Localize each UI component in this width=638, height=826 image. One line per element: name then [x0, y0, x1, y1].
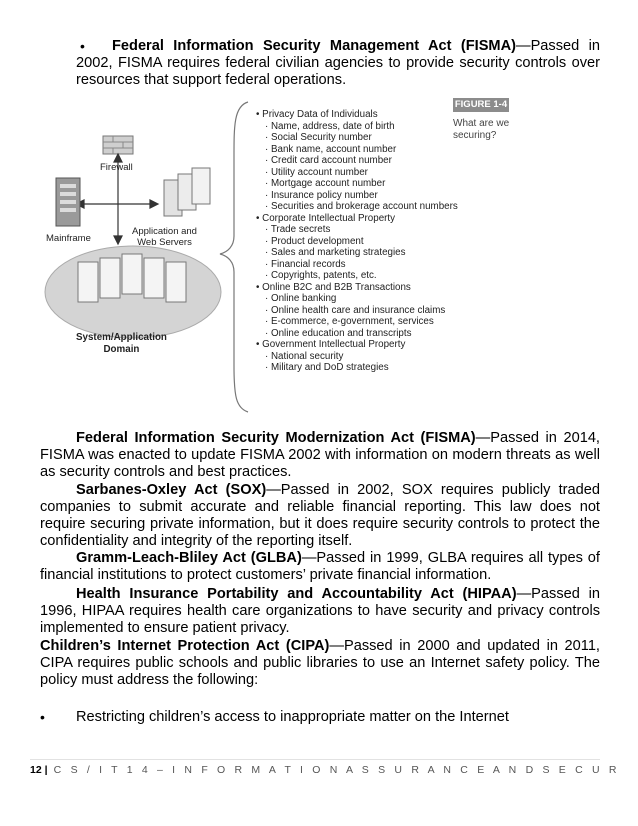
last-bullet-text: Restricting children’s access to inappropriate matter on the Internet: [76, 709, 509, 725]
group-heading-text: Corporate Intellectual Property: [262, 212, 396, 224]
footer-divider: [30, 759, 600, 760]
group-heading-text: Privacy Data of Individuals: [262, 109, 378, 120]
figure-label: FIGURE 1-4: [454, 99, 508, 110]
domain-label: [76, 332, 167, 356]
paragraph-hipaa: [40, 586, 600, 637]
bullet-dot: •: [80, 38, 85, 54]
protected-data-list: [256, 109, 458, 374]
bullet-dot: •: [40, 709, 45, 725]
mainframe-label: Mainframe: [46, 233, 91, 244]
group-item: · Mortgage account number: [265, 178, 386, 189]
group-item-text: E-commerce, e-government, services: [270, 316, 434, 327]
servers-label-line-2: Web Servers: [137, 237, 192, 248]
paragraph-cipa: [40, 638, 600, 689]
paragraph-glba: [40, 550, 600, 584]
group-item: · Online banking: [265, 293, 337, 304]
figure-question: [453, 118, 509, 142]
group-privacy: [256, 109, 458, 213]
group-item-text: Name, address, date of birth: [270, 120, 395, 132]
group-item: · Sales and marketing strategies: [265, 247, 406, 258]
group-online: [256, 282, 458, 340]
paragraph-text: —Passed in 1999, GLBA requires all types of financial institutions to protect customers’ private financial information.: [40, 550, 600, 583]
paragraph-fisma-2014: [40, 430, 600, 481]
group-heading-text: Online B2C and B2B Transactions: [262, 281, 411, 293]
group-heading: • Online B2C and B2B Transactions: [256, 281, 411, 293]
group-item: · Insurance policy number: [265, 189, 378, 201]
intro-bullet-text: —Passed in 2002, FISMA requires federal civilian agencies to provide security controls over resources that support federal operations.: [76, 38, 600, 88]
page-footer: [30, 764, 620, 776]
firewall-label: Firewall: [100, 162, 133, 173]
group-item-text: Online education and transcripts: [270, 327, 412, 339]
group-heading: • Corporate Intellectual Property: [256, 212, 396, 224]
paragraph-text: —Passed in 2000 and updated in 2011, CIPA requires public schools and public libraries to use an Internet safety policy. The policy must address the following:: [40, 638, 600, 688]
paragraph-title: Gramm-Leach-Bliley Act (GLBA): [76, 550, 302, 566]
paragraph-text: —Passed in 1996, HIPAA requires health care organizations to have security and privacy controls implemented to ensure patient privacy.: [40, 586, 600, 636]
group-item-text: Bank name, account number: [270, 143, 397, 155]
group-item-text: Copyrights, patents, etc.: [270, 270, 377, 281]
group-item: · Name, address, date of birth: [265, 120, 395, 132]
group-item-text: National security: [270, 350, 344, 362]
group-government: [256, 339, 458, 374]
servers-label: [132, 226, 197, 248]
group-item: · Bank name, account number: [265, 143, 397, 155]
group-item-text: Financial records: [270, 258, 346, 270]
group-item: · Online education and transcripts: [265, 327, 412, 339]
curly-brace: [220, 102, 248, 412]
group-item: · E-commerce, e-government, services: [265, 316, 434, 327]
group-item-text: Insurance policy number: [270, 189, 378, 201]
group-item: · Trade secrets: [265, 224, 331, 235]
intro-bullet-title: Federal Information Security Management Act (FISMA): [112, 38, 516, 54]
figure-question-line-1: What are we: [453, 118, 510, 129]
group-item-text: Social Security number: [270, 132, 372, 143]
group-item: · Online health care and insurance claims: [265, 304, 446, 316]
group-item: · Securities and brokerage account numbers: [265, 201, 458, 212]
group-item: · Utility account number: [265, 166, 368, 178]
paragraph-text: —Passed in 2002, SOX requires publicly traded companies to submit accurate and reliable financial reporting. This law does not require securing private information, but it does require security controls to protect the confidentiality and integrity of the reporting itself.: [40, 482, 600, 549]
group-item-text: Online banking: [270, 293, 337, 304]
group-heading: • Government Intellectual Property: [256, 339, 406, 350]
paragraph-text: —Passed in 2014, FISMA was enacted to update FISMA 2002 with information on modern threats as well as security controls and best practices.: [40, 430, 600, 480]
group-item-text: Trade secrets: [270, 224, 331, 235]
paragraph-sox: [40, 482, 600, 550]
group-heading-text: Government Intellectual Property: [262, 339, 406, 350]
paragraph-title: Children’s Internet Protection Act (CIPA): [40, 638, 330, 654]
group-item: · National security: [265, 350, 344, 362]
figure-1-4: [38, 96, 598, 416]
servers-label-line-1: Application and: [132, 226, 197, 237]
paragraph-title: Health Insurance Portability and Accountability Act (HIPAA): [76, 586, 517, 602]
group-item: · Product development: [265, 235, 364, 247]
group-item-text: Product development: [270, 235, 364, 247]
intro-bullet-paragraph: [76, 38, 600, 89]
group-heading: • Privacy Data of Individuals: [256, 109, 378, 120]
domain-label-line-2: Domain: [103, 344, 140, 355]
group-item: · Social Security number: [265, 132, 372, 143]
page-number: 12 |: [30, 764, 48, 776]
group-item-text: Credit card account number: [270, 155, 392, 166]
app-server-graphic: [164, 168, 210, 216]
group-item-text: Securities and brokerage account numbers: [270, 201, 458, 212]
figure-question-line-2: securing?: [453, 130, 497, 141]
paragraph-title: Federal Information Security Modernization Act (FISMA): [76, 430, 476, 446]
paragraph-title: Sarbanes-Oxley Act (SOX): [76, 482, 267, 498]
group-item: · Copyrights, patents, etc.: [265, 270, 377, 281]
mainframe-graphic: [56, 178, 80, 226]
group-item-text: Online health care and insurance claims: [270, 304, 446, 316]
domain-label-line-1: System/Application: [76, 332, 167, 343]
group-corporate: [256, 213, 458, 282]
group-item-text: Military and DoD strategies: [270, 362, 389, 373]
group-item: · Credit card account number: [265, 155, 392, 166]
group-item-text: Mortgage account number: [270, 178, 386, 189]
footer-course-title: C S / I T 1 4 – I N F O R M A T I O N A S S U R A N C E A N D S E C U R: [53, 764, 620, 776]
group-item-text: Utility account number: [270, 166, 368, 178]
group-item: · Financial records: [265, 258, 346, 270]
firewall-graphic: [103, 136, 133, 154]
group-item: · Military and DoD strategies: [265, 362, 389, 373]
group-item-text: Sales and marketing strategies: [270, 247, 406, 258]
